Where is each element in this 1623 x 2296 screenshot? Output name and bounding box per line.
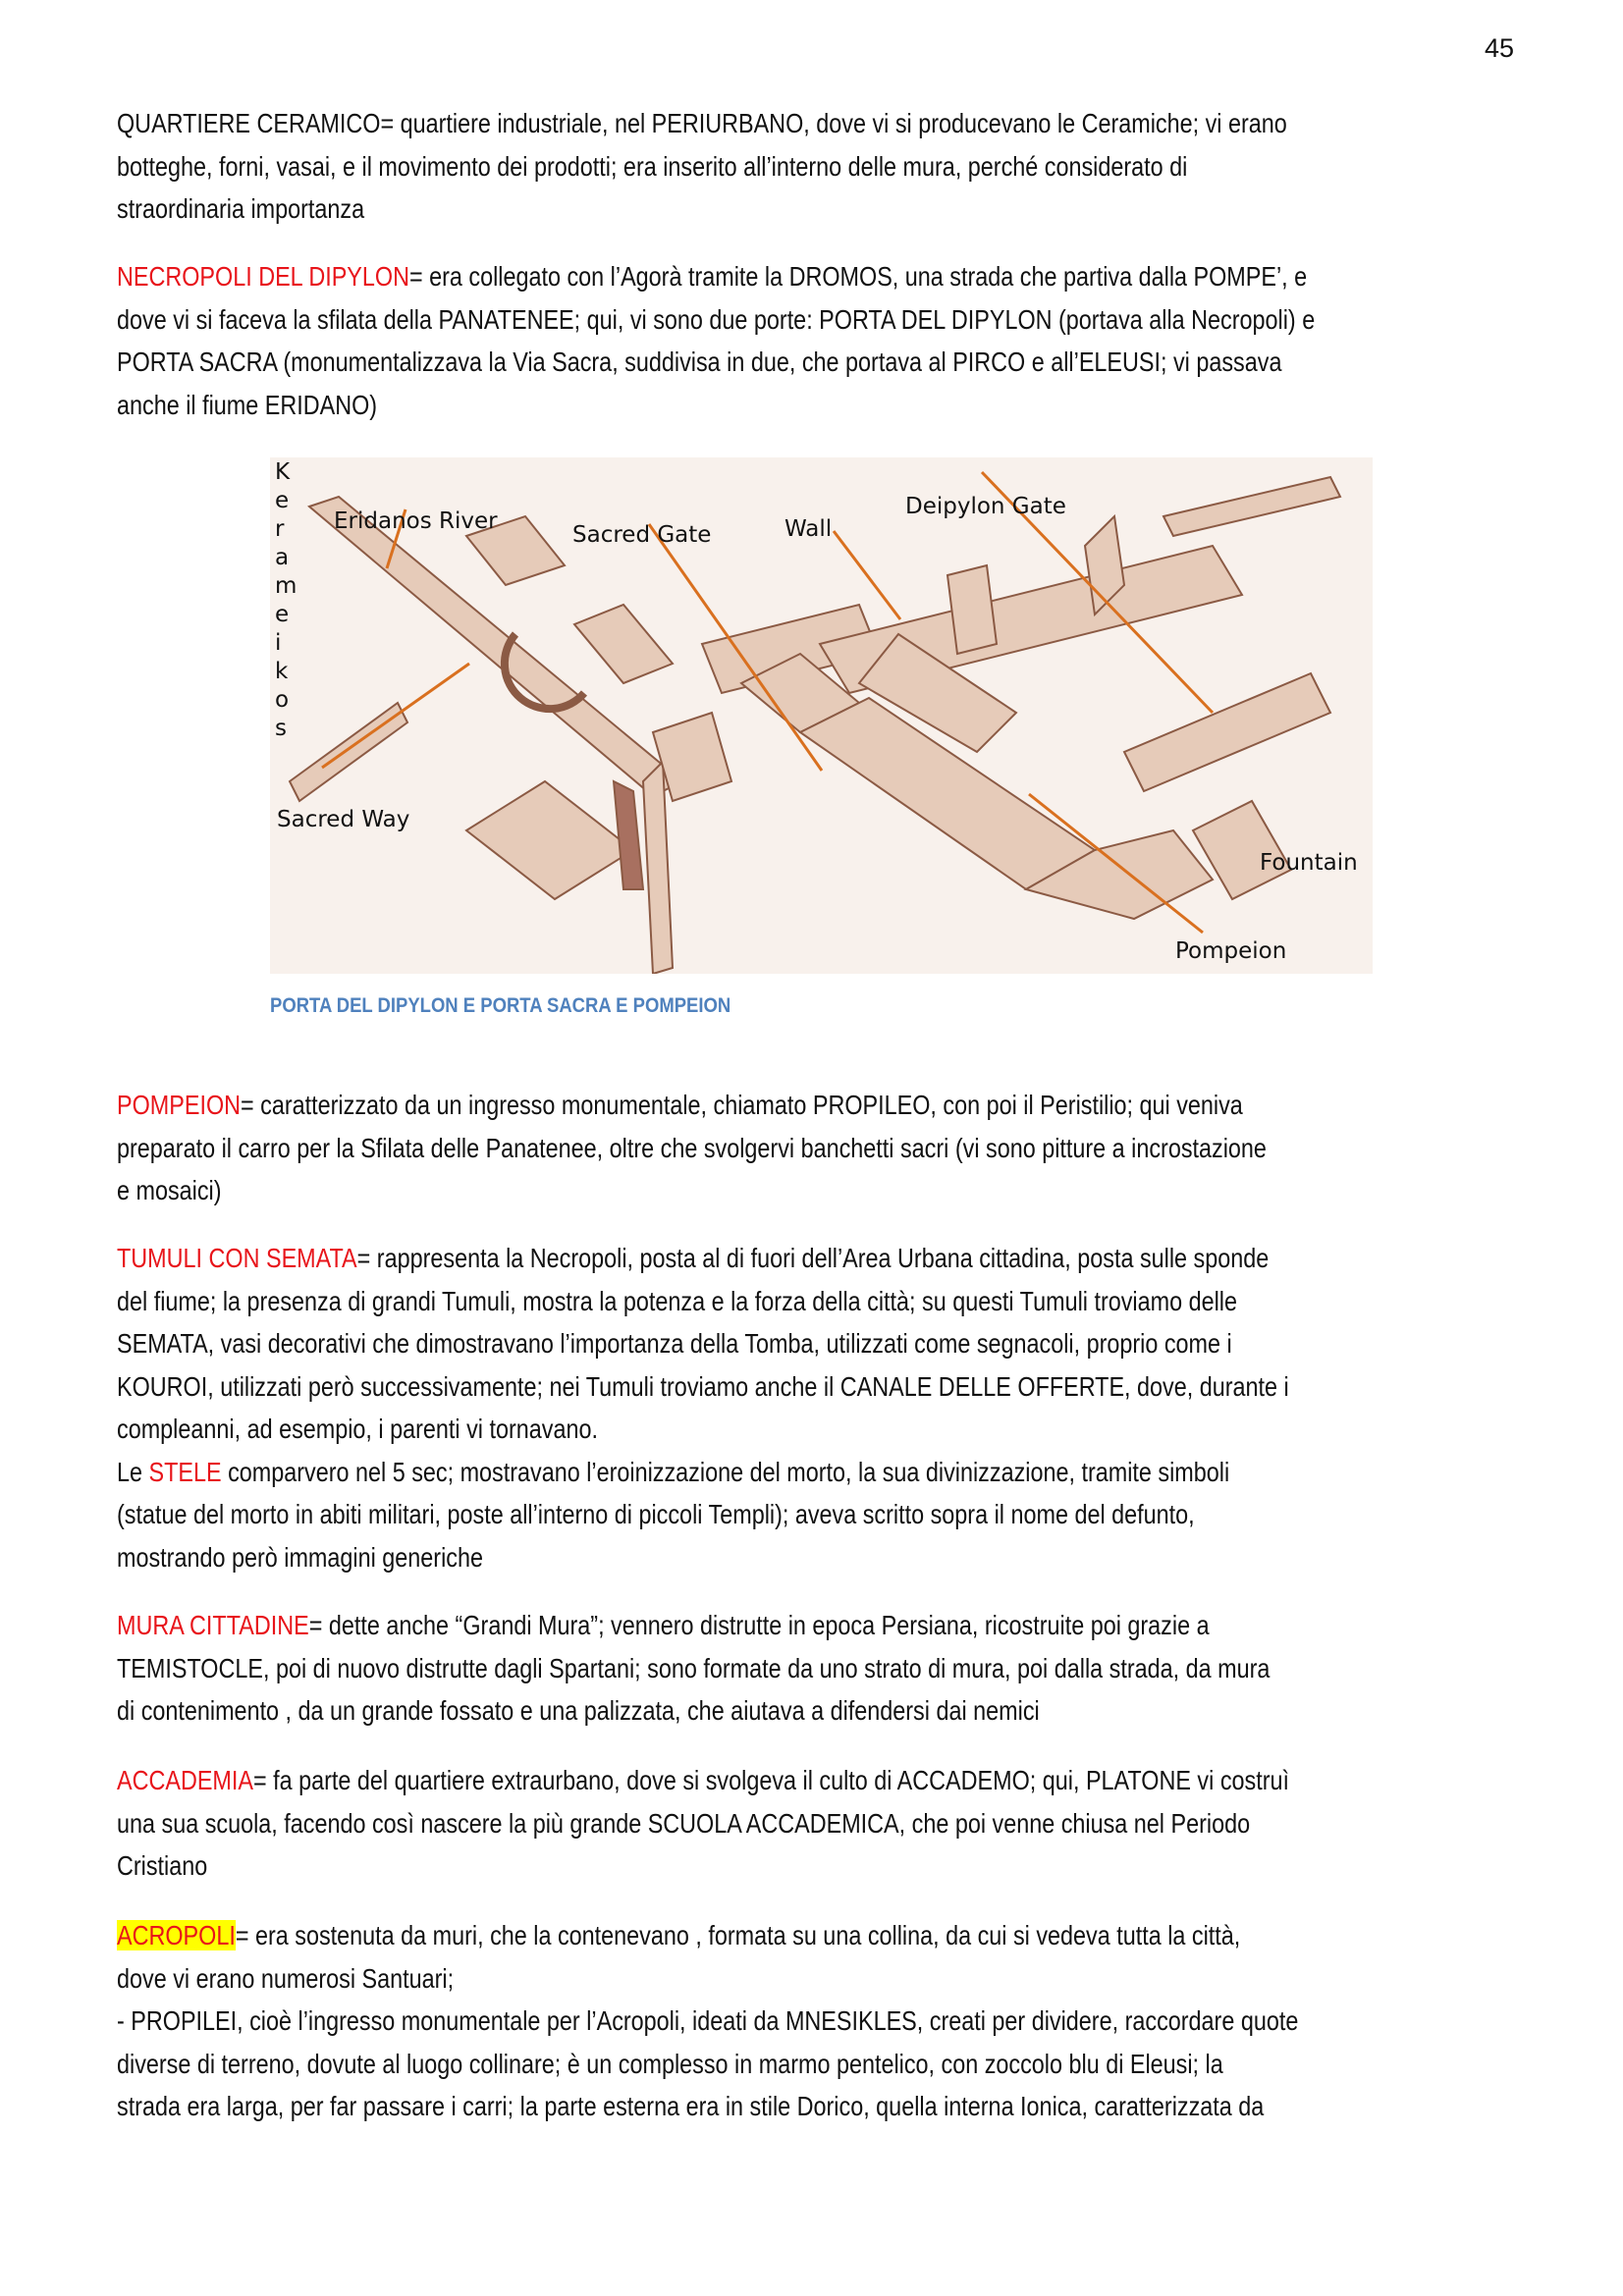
label-wall: Wall bbox=[784, 516, 833, 542]
text-line bbox=[117, 1914, 1429, 1957]
text-line bbox=[117, 1844, 1429, 1888]
text-segment: = fa parte del quartiere extraurbano, dove si svolgeva il culto di ACCADEMO; qui, PLATONE vi costruì bbox=[253, 1765, 1289, 1795]
text-line bbox=[117, 1408, 1429, 1451]
text-segment: diverse di terreno, dovute al luogo collinare; è un complesso in marmo pentelico, con zoccolo blu di Eleusi; la bbox=[117, 2048, 1223, 2079]
text-segment: dove vi si faceva la sfilata della PANATENEE; qui, vi sono due porte: PORTA DEL DIPYLON (portava alla Necropoli) e bbox=[117, 303, 1316, 335]
section-heading: MURA CITTADINE bbox=[117, 1610, 309, 1640]
text-line bbox=[117, 1689, 1429, 1733]
text-segment: botteghe, forni, vasai, e il movimento dei prodotti; era inserito all’interno delle mura, perché considerato di bbox=[117, 150, 1188, 182]
keramikos-letter: e bbox=[275, 488, 290, 513]
section-heading: STELE bbox=[148, 1456, 222, 1487]
paragraph bbox=[117, 1237, 1623, 1578]
text-segment: = era collegato con l’Agorà tramite la DROMOS, una strada che partiva dalla POMPE’, e bbox=[408, 261, 1308, 292]
keramikos-illustration bbox=[270, 457, 1373, 974]
text-segment: - PROPILEI, cioè l’ingresso monumentale per l’Acropoli, ideati da MNESIKLES, creati per dividere, raccordare quote bbox=[117, 2005, 1299, 2036]
text-segment: SEMATA, vasi decorativi che dimostravano l’importanza della Tomba, utilizzati come segnacoli, proprio come i bbox=[117, 1328, 1232, 1359]
keramikos-letter: m bbox=[275, 573, 298, 599]
text-line bbox=[117, 2043, 1429, 2086]
text-line bbox=[117, 384, 1429, 427]
text-line bbox=[117, 1493, 1429, 1536]
text-line bbox=[117, 1957, 1429, 2001]
paragraph bbox=[117, 1759, 1623, 1888]
text-line bbox=[117, 341, 1429, 384]
text-line bbox=[117, 1280, 1429, 1323]
text-segment: = quartiere industriale, nel bbox=[380, 108, 652, 138]
text-segment: , dove vi si producevano le Ceramiche; vi erano bbox=[803, 108, 1287, 138]
text-line bbox=[117, 1237, 1429, 1280]
label-fountain: Fountain bbox=[1260, 850, 1358, 876]
text-line bbox=[117, 1322, 1429, 1365]
text-segment: = caratterizzato da un ingresso monumentale, chiamato PROPILEO, con poi il Peristilio; qui veniva bbox=[241, 1090, 1243, 1120]
text-segment: KOUROI, utilizzati però successivamente; nei Tumuli troviamo anche il CANALE DELLE OFFERTE, dove, durante i bbox=[117, 1370, 1289, 1402]
text-line bbox=[117, 2000, 1429, 2043]
page-number: 45 bbox=[1485, 33, 1515, 63]
keramikos-letter: k bbox=[275, 659, 289, 684]
text-segment: del fiume; la presenza di grandi Tumuli, mostra la potenza e la forza della città; su questi Tumuli troviamo delle bbox=[117, 1285, 1238, 1316]
text-line bbox=[117, 1169, 1429, 1212]
section-heading: ACROPOLI bbox=[117, 1920, 236, 1950]
keramikos-letter: s bbox=[275, 716, 287, 741]
text-segment: compleanni, ad esempio, i parenti vi tornavano. bbox=[117, 1414, 598, 1444]
paragraph bbox=[117, 1084, 1623, 1212]
section-heading: TUMULI CON SEMATA bbox=[117, 1243, 357, 1273]
text-segment: = dette anche “Grandi Mura”; vennero distrutte in epoca Persiana, ricostruite poi grazie a bbox=[308, 1610, 1210, 1640]
text-line bbox=[117, 1604, 1429, 1647]
text-line bbox=[117, 1536, 1429, 1579]
keramikos-letter: a bbox=[275, 545, 290, 570]
text-segment: QUARTIERE CERAMICO bbox=[117, 108, 381, 138]
text-segment: comparvero nel 5 sec; mostravano l’eroinizzazione del morto, la sua divinizzazione, tramite simboli bbox=[221, 1456, 1230, 1487]
text-segment: TEMISTOCLE, poi di nuovo distrutte dagli Spartani; sono formate da uno strato di mura, poi dalla strada, da mura bbox=[117, 1652, 1271, 1683]
paragraph bbox=[117, 102, 1623, 231]
paragraph bbox=[117, 255, 1623, 426]
keramikos-letter: o bbox=[275, 687, 290, 713]
text-segment: PORTA SACRA (monumentalizzava la Via Sacra, suddivisa in due, che portava al PIRCO e all’ELEUSI; vi passava bbox=[117, 347, 1282, 377]
label-deipylon-gate: Deipylon Gate bbox=[905, 494, 1066, 519]
text-segment: anche il fiume ERIDANO) bbox=[117, 389, 378, 420]
text-segment: Le bbox=[117, 1456, 149, 1487]
label-pompeion: Pompeion bbox=[1175, 938, 1287, 964]
text-line bbox=[117, 2085, 1429, 2128]
text-segment: PERIURBANO bbox=[651, 108, 804, 138]
text-line bbox=[117, 1365, 1429, 1409]
text-segment: = rappresenta la Necropoli, posta al di fuori dell’Area Urbana cittadina, posta sulle sponde bbox=[356, 1243, 1270, 1273]
text-line bbox=[117, 1084, 1429, 1127]
keramikos-map-drawing bbox=[270, 457, 1373, 974]
text-segment: di contenimento , da un grande fossato e una palizzata, che aiutava a difendersi dai nemici bbox=[117, 1695, 1040, 1726]
text-segment: strada era larga, per far passare i carri; la parte esterna era in stile Dorico, quella interna Ionica, caratterizzata da bbox=[117, 2091, 1265, 2121]
label-eridanos-river: Eridanos River bbox=[334, 508, 498, 534]
paragraph bbox=[117, 1604, 1623, 1733]
text-line bbox=[117, 187, 1429, 231]
label-sacred-gate: Sacred Gate bbox=[572, 522, 712, 548]
text-segment: Cristiano bbox=[117, 1850, 208, 1881]
text-segment: e mosaici) bbox=[117, 1175, 222, 1205]
text-segment: = era sostenuta da muri, che la contenevano , formata su una collina, da cui si vedeva tutta la città, bbox=[235, 1920, 1241, 1950]
section-heading: POMPEION bbox=[117, 1090, 242, 1120]
text-line bbox=[117, 1451, 1429, 1494]
keramikos-letter: K bbox=[275, 459, 291, 485]
keramikos-letter: i bbox=[275, 630, 282, 656]
section-heading: ACCADEMIA bbox=[117, 1765, 254, 1795]
text-segment: straordinaria importanza bbox=[117, 193, 365, 224]
paragraph bbox=[117, 1914, 1623, 2128]
text-segment: mostrando però immagini generiche bbox=[117, 1541, 483, 1573]
text-line bbox=[117, 1802, 1429, 1845]
text-segment: preparato il carro per la Sfilata delle Panatenee, oltre che svolgervi banchetti sacri (vi sono pitture a incrostazione bbox=[117, 1132, 1267, 1163]
figure-caption: PORTA DEL DIPYLON E PORTA SACRA E POMPEION bbox=[270, 994, 731, 1017]
text-line bbox=[117, 1759, 1429, 1802]
text-segment: (statue del morto in abiti militari, poste all’interno di piccoli Templi); aveva scritto sopra il nome del defunto, bbox=[117, 1499, 1195, 1529]
text-line bbox=[117, 1647, 1429, 1690]
text-line bbox=[117, 298, 1429, 342]
keramikos-letter: e bbox=[275, 602, 290, 627]
text-line bbox=[117, 102, 1429, 145]
text-segment: dove vi erano numerosi Santuari; bbox=[117, 1962, 455, 1994]
label-sacred-way: Sacred Way bbox=[277, 807, 410, 832]
section-heading: NECROPOLI DEL DIPYLON bbox=[117, 261, 409, 292]
text-line bbox=[117, 1127, 1429, 1170]
text-line bbox=[117, 145, 1429, 188]
keramikos-letter: r bbox=[275, 516, 285, 542]
text-line bbox=[117, 255, 1429, 298]
text-segment: una sua scuola, facendo così nascere la più grande SCUOLA ACCADEMICA, che poi venne chiusa nel Periodo bbox=[117, 1807, 1251, 1839]
